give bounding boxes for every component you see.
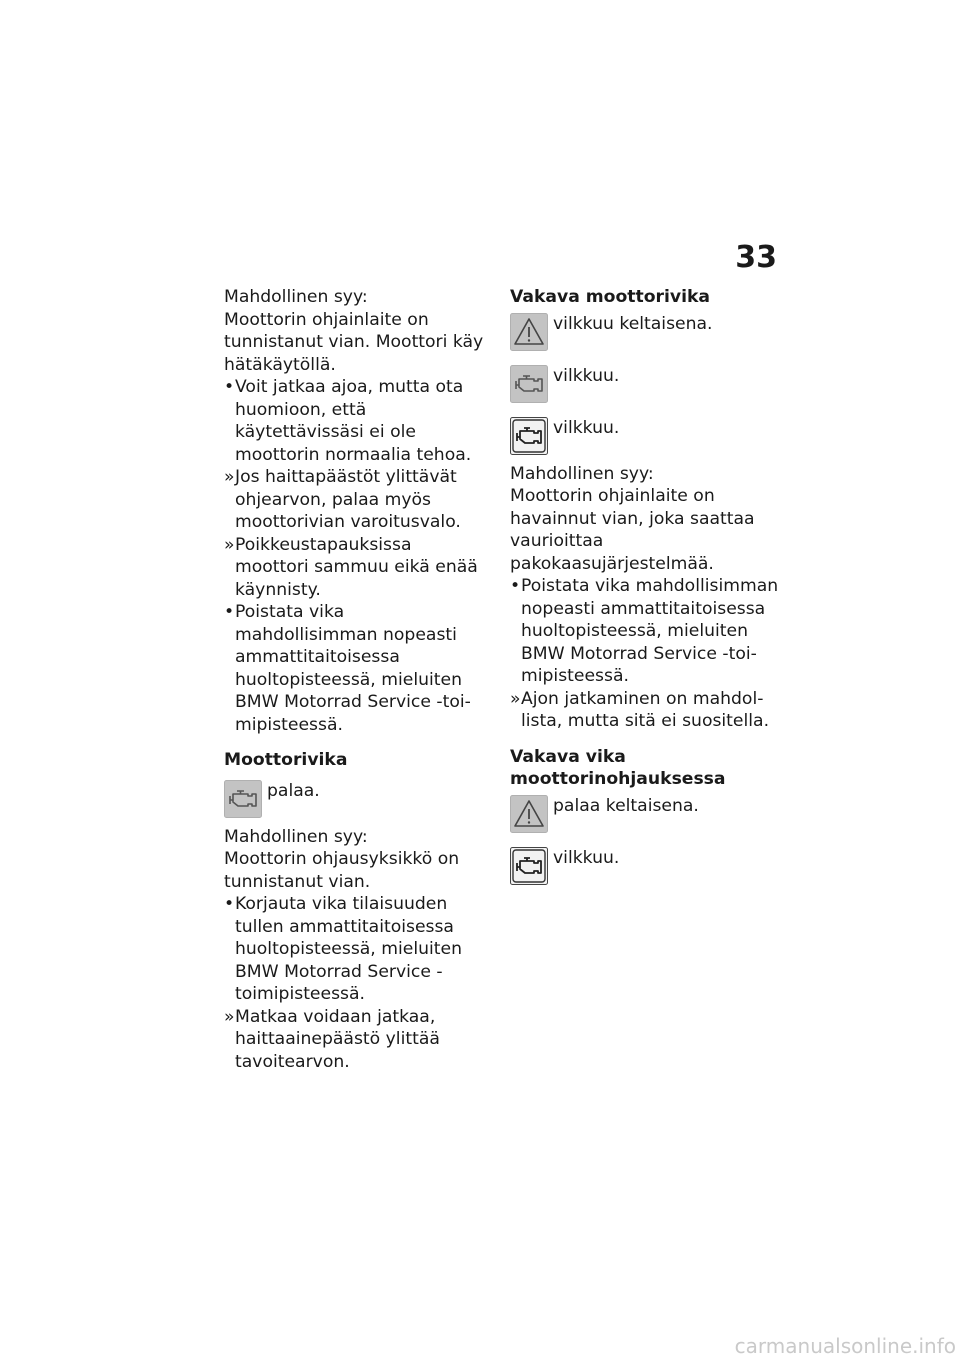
symbol-row (510, 843, 780, 883)
symbol-row (510, 413, 780, 453)
watermark: carmanualsonline.info (734, 1334, 956, 1358)
bullet-marker: • (510, 576, 521, 596)
symbol-row (510, 791, 780, 831)
symbol-row (510, 309, 780, 349)
warning-triangle-icon (510, 313, 548, 351)
bullet-marker: » (224, 534, 235, 555)
symbol-label: vilkkuu keltaisena. (553, 313, 713, 334)
engine-boxed-icon (510, 847, 548, 885)
section-title-vakava-vika: Vakava vika moottorinohjauksessa (510, 746, 726, 789)
cause1-heading: Mahdollinen syy: (224, 287, 368, 307)
cause1-text: Moottorin ohjainlaite on tunnistanut vian. Moottori käy hätäkäytöllä. (224, 309, 484, 375)
page-number: 33 (735, 240, 777, 275)
symbol-label: vilkkuu. (553, 847, 620, 868)
symbol-row (224, 776, 488, 816)
symbol-label: vilkkuu. (553, 365, 620, 386)
left-column (224, 286, 488, 1073)
cause3-heading: Mahdollinen syy: (510, 463, 654, 484)
engine-icon (224, 780, 262, 818)
engine-icon (510, 365, 548, 403)
list-item: » Ajon jatkaminen on mahdollista, mutta sitä ei suositella. (510, 688, 770, 731)
list-item: • Poistata vika mahdollisimman nopeasti ammattitaitoisessa huoltopisteessä, mieluiten BMW Motorrad Service -toimipisteessä. (224, 602, 471, 735)
symbol-label: palaa. (267, 780, 320, 801)
list-item: • Voit jatkaa ajoa, mutta ota huomioon, että käytettävissäsi ei ole moottorin normaalia tehoa. (224, 377, 472, 465)
list-item: » Jos haittapäästöt ylittävät ohjearvon, palaa myös moottorivian varoitusvalo. (224, 467, 461, 532)
symbol-label: palaa keltaisena. (553, 795, 699, 816)
bullet-marker: » (510, 688, 521, 709)
bullet-marker: • (224, 377, 235, 397)
list-item: » Poikkeustapauksissa moottori sammuu eikä enää käynnisty. (224, 534, 478, 600)
cause2-heading: Mahdollinen syy: (224, 826, 368, 847)
right-column (510, 286, 780, 883)
warning-triangle-icon (510, 795, 548, 833)
section-title-moottorivika: Moottorivika (224, 750, 348, 770)
cause2-text: Moottorin ohjausyksikkö on tunnistanut vian. (224, 849, 460, 892)
engine-boxed-icon (510, 417, 548, 455)
bullet-marker: » (224, 467, 235, 487)
bullet-marker: » (224, 1006, 235, 1027)
cause3-text: Moottorin ohjainlaite on havainnut vian, joka saattaa vaurioittaa pakokaasujärjestelmää. (510, 486, 755, 574)
list-item: » Matkaa voidaan jatkaa, haittaainepäästö ylittää tavoitearvon. (224, 1006, 440, 1072)
section-title-vakava-moottorivika: Vakava moottorivika (510, 287, 711, 307)
bullet-marker: • (224, 894, 235, 914)
bullet-marker: • (224, 602, 235, 622)
symbol-label: vilkkuu. (553, 417, 620, 438)
list-item: • Poistata vika mahdollisimman nopeasti ammattitaitoisessa huoltopisteessä, mieluiten BMW Motorrad Service -toimipisteessä. (510, 576, 779, 686)
symbol-row (510, 361, 780, 401)
list-item: • Korjauta vika tilaisuuden tullen ammattitaitoisessa huoltopisteessä, mieluiten BMW Motorrad Service -toimipisteessä. (224, 894, 462, 1004)
